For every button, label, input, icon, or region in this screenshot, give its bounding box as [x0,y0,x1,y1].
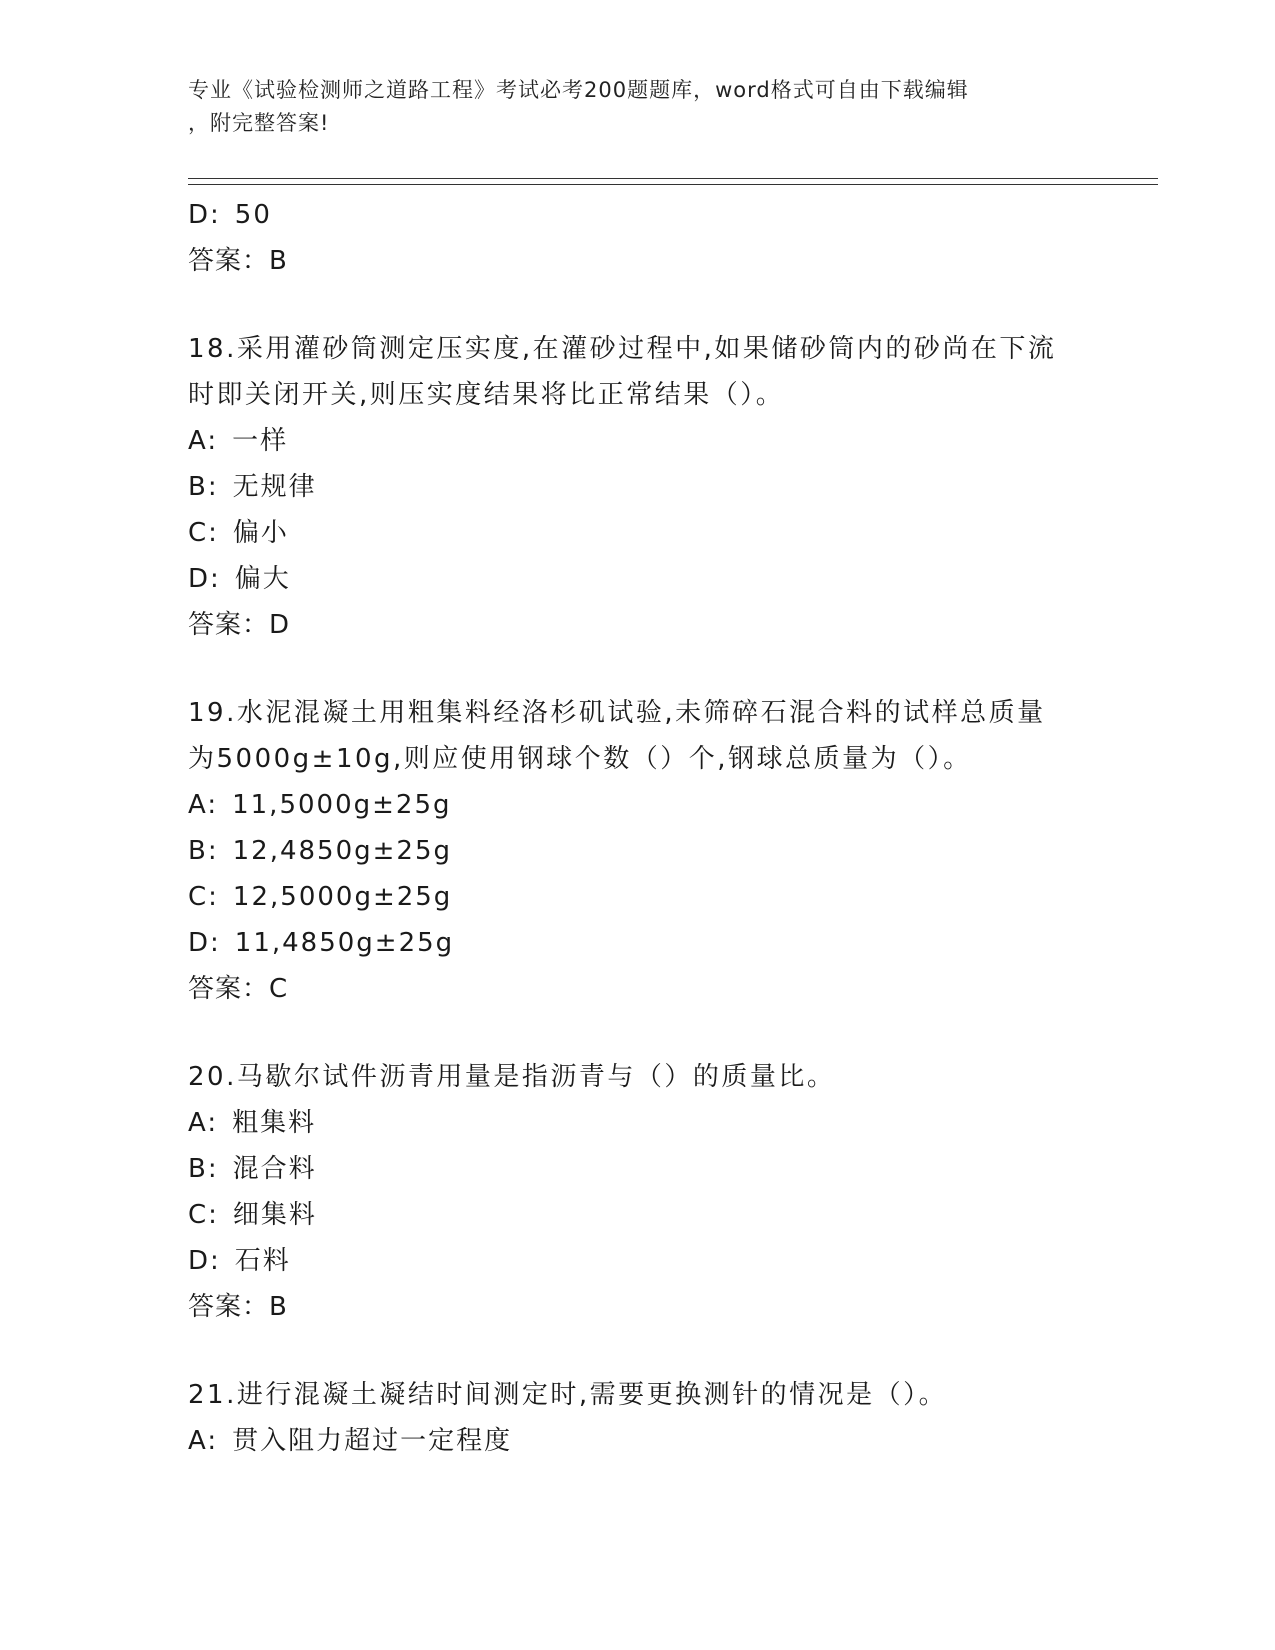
option-text: 12,4850g±25g [232,836,453,866]
document-header [188,74,1088,140]
option-text: 石料 [234,1246,291,1276]
option-d [188,920,1088,966]
question-text: 21.进行混凝土凝结时间测定时,需要更换测针的情况是（）。 [188,1380,948,1410]
option-label: B: [188,472,219,502]
option-label: D: [188,564,221,594]
option-b [188,1146,1088,1192]
answer: 答案：B [188,246,288,276]
question-18 [188,326,1088,418]
question-21 [188,1372,1088,1418]
answer: 答案：D [188,610,291,640]
option-label: C: [188,1200,219,1230]
answer: 答案：B [188,1292,288,1322]
header-title-line-1: 专业《试验检测师之道路工程》考试必考200题题库，word格式可自由下载编辑 [188,78,969,102]
option-d [188,556,1088,602]
option-a [188,418,1088,464]
option-text: 50 [234,200,272,230]
option-text: 偏小 [232,518,289,548]
option-b [188,828,1088,874]
option-text: 粗集料 [232,1108,317,1138]
option-label: A: [188,1426,219,1456]
option-label: A: [188,790,219,820]
option-c [188,1192,1088,1238]
option-text: 无规律 [232,472,317,502]
option-text: 12,5000g±25g [232,882,453,912]
question-text: 为5000g±10g,则应使用钢球个数（）个,钢球总质量为（）。 [188,744,972,774]
option-label: A: [188,1108,219,1138]
option-c [188,510,1088,556]
question-list [188,192,1088,1464]
option-a [188,1100,1088,1146]
option-d [188,1238,1088,1284]
question-text: 18.采用灌砂筒测定压实度,在灌砂过程中,如果储砂筒内的砂尚在下流 [188,334,1057,364]
option-text: 11,5000g±25g [232,790,452,820]
option-text: 偏大 [234,564,291,594]
option-text: 混合料 [232,1154,317,1184]
option-a [188,1418,1088,1464]
question-text: 时即关闭开关,则压实度结果将比正常结果（）。 [188,380,785,410]
option-label: D: [188,1246,221,1276]
option-text: 一样 [232,426,289,456]
option-label: C: [188,882,219,912]
option-text: 贯入阻力超过一定程度 [232,1426,513,1456]
option-text: 11,4850g±25g [234,928,455,958]
option-b [188,464,1088,510]
question-text: 20.马歇尔试件沥青用量是指沥青与（）的质量比。 [188,1062,836,1092]
question-text: 19.水泥混凝土用粗集料经洛杉矶试验,未筛碎石混合料的试样总质量 [188,698,1046,728]
option-label: D: [188,200,221,230]
option-label: D: [188,928,221,958]
option-d [188,192,1088,238]
option-label: B: [188,1154,219,1184]
option-label: C: [188,518,219,548]
question-20 [188,1054,1088,1100]
header-title-line-2: ，附完整答案! [188,111,330,135]
answer: 答案：C [188,974,289,1004]
option-c [188,874,1088,920]
option-a [188,782,1088,828]
option-label: A: [188,426,219,456]
option-text: 细集料 [232,1200,317,1230]
header-divider-top [188,178,1158,179]
option-label: B: [188,836,219,866]
question-19 [188,690,1088,782]
header-divider-bottom [188,184,1158,185]
